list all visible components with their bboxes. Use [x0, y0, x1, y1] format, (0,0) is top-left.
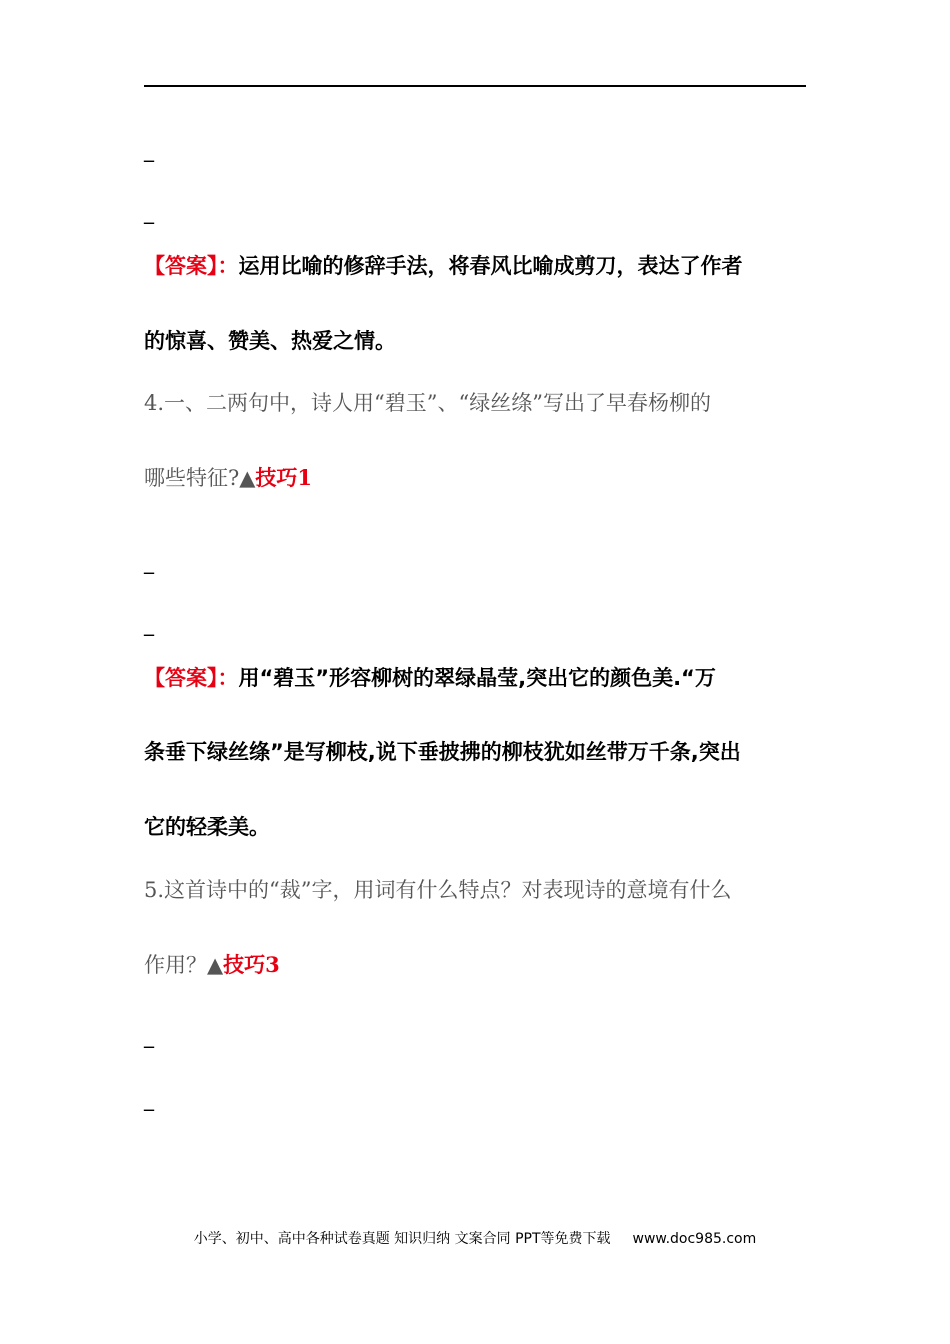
tip-label: 技巧1: [255, 465, 313, 490]
answer-text: 用“碧玉”形容柳树的翠绿晶莹,突出它的颜色美.“万: [238, 666, 716, 690]
blank-line: _: [144, 138, 154, 162]
blank-line: _: [144, 200, 154, 224]
blank-line: _: [144, 1024, 154, 1048]
footer-text: 小学、初中、高中各种试卷真题 知识归纳 文案合同 PPT等免费下载: [193, 1231, 611, 1247]
answer-4-line-3: 它的轻柔美。: [144, 815, 270, 839]
question-text: 哪些特征?▲: [144, 466, 256, 490]
answer-4-line-1: [144, 668, 824, 689]
question-text: 作用？▲: [144, 953, 224, 977]
footer-url[interactable]: www.doc985.com: [632, 1231, 757, 1247]
blank-line: _: [144, 1087, 154, 1111]
answer-3-line-2: 的惊喜、赞美、热爱之情。: [144, 329, 396, 353]
question-5-line-1: 5.这首诗中的“裁”字，用词有什么特点？对表现诗的意境有什么: [144, 878, 732, 902]
answer-tag: 【答案】：: [144, 254, 239, 278]
page-footer: [0, 1228, 950, 1248]
header-rule: [144, 85, 806, 87]
question-4-line-2: [144, 467, 824, 489]
answer-text: 运用比喻的修辞手法，将春风比喻成剪刀，表达了作者: [238, 254, 743, 278]
answer-3-line-1: [144, 256, 824, 277]
tip-label: 技巧3: [223, 952, 280, 977]
question-5-line-2: [144, 954, 824, 976]
answer-tag: 【答案】：: [144, 666, 239, 690]
blank-line: _: [144, 550, 154, 574]
question-4-line-1: 4.一、二两句中，诗人用“碧玉”、“绿丝绦”写出了早春杨柳的: [144, 391, 711, 415]
answer-4-line-2: 条垂下绿丝绦”是写柳枝,说下垂披拂的柳枝犹如丝带万千条,突出: [144, 740, 741, 764]
blank-line: _: [144, 612, 154, 636]
